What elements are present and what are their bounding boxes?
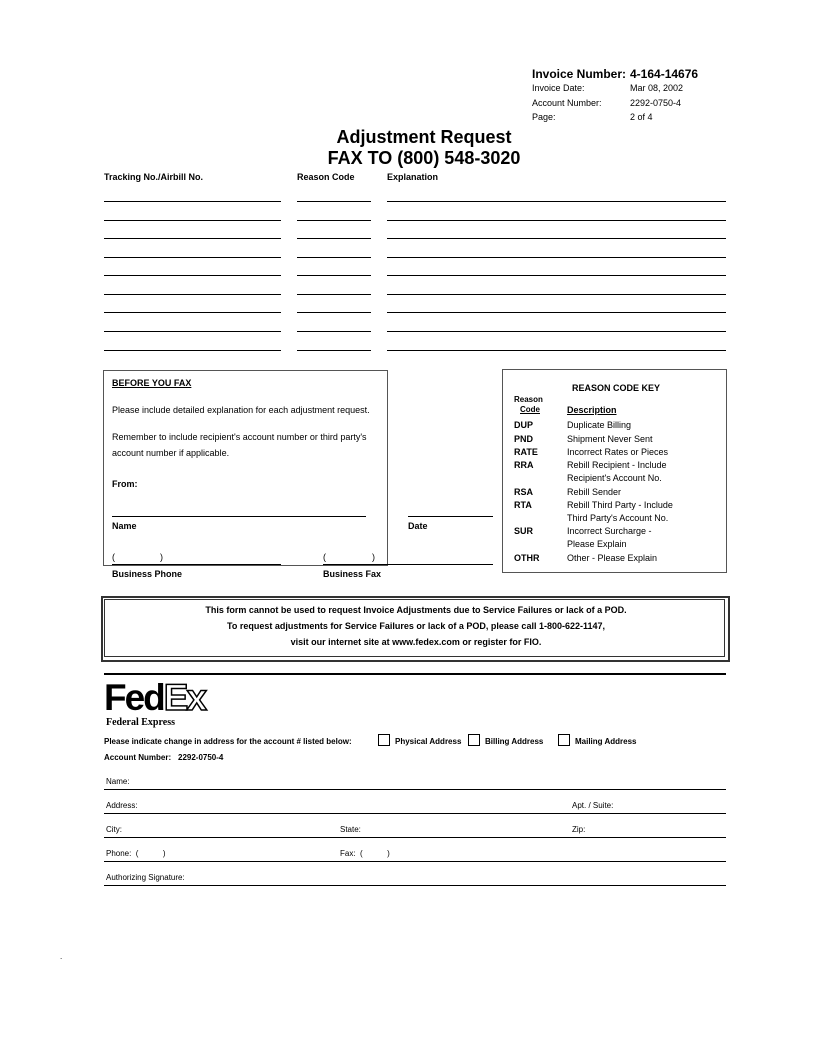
description-header: Description xyxy=(567,405,617,415)
fedex-logo-fed: Fed xyxy=(104,677,164,718)
reason-description: Incorrect Surcharge - xyxy=(567,526,652,536)
before-fax-instruction-1: Please include detailed explanation for each adjustment request. xyxy=(112,405,370,415)
address-field-label: Address: xyxy=(106,801,138,810)
tracking-entry-line[interactable] xyxy=(104,312,281,313)
explanation-entry-line[interactable] xyxy=(387,238,726,239)
section-divider xyxy=(104,673,726,675)
zip-field-label: Zip: xyxy=(572,825,586,834)
explanation-entry-line[interactable] xyxy=(387,220,726,221)
tracking-entry-line[interactable] xyxy=(104,331,281,332)
address-field-line[interactable] xyxy=(104,813,726,814)
invoice-number-value: 4-164-14676 xyxy=(630,67,699,81)
reason-description: Duplicate Billing xyxy=(567,420,632,430)
account-number-value: 2292-0750-4 xyxy=(630,98,682,108)
fedex-logo xyxy=(104,678,224,728)
invoice-date-label: Invoice Date: xyxy=(532,83,585,93)
fax-paren-close: ) xyxy=(372,552,375,562)
tracking-entry-line[interactable] xyxy=(104,238,281,239)
reason-description: Rebill Third Party - Include xyxy=(567,500,673,510)
page-title: Adjustment Request xyxy=(336,127,512,147)
explanation-entry-line[interactable] xyxy=(387,331,726,332)
address-change-prompt: Please indicate change in address for the account # listed below: xyxy=(104,737,352,746)
invoice-date-value: Mar 08, 2002 xyxy=(630,83,684,93)
physical-address-label: Physical Address xyxy=(395,737,462,746)
reason-description: Rebill Sender xyxy=(567,487,622,497)
reason-entry-line[interactable] xyxy=(297,350,371,351)
state-field-label: State: xyxy=(340,825,361,834)
reason-code-key-heading: REASON CODE KEY xyxy=(572,383,661,393)
explanation-entry-line[interactable] xyxy=(387,312,726,313)
reason-entry-line[interactable] xyxy=(297,275,371,276)
before-you-fax-box xyxy=(103,370,388,566)
reason-entry-line[interactable] xyxy=(297,294,371,295)
notice-line-3: visit our internet site at www.fedex.com or register for FIO. xyxy=(290,637,542,647)
billing-address-label: Billing Address xyxy=(485,737,544,746)
reason-code: RRA xyxy=(514,460,534,470)
business-fax-entry-line[interactable] xyxy=(323,564,493,565)
billing-address-checkbox[interactable] xyxy=(468,734,480,746)
before-fax-instruction-3: account number if applicable. xyxy=(112,448,230,458)
explanation-entry-line[interactable] xyxy=(387,294,726,295)
apt-suite-field-label: Apt. / Suite: xyxy=(572,801,614,810)
explanation-column-header: Explanation xyxy=(387,172,439,182)
reason-code: RSA xyxy=(514,487,534,497)
footer-mark: . xyxy=(60,952,63,961)
phone-paren-close: ) xyxy=(160,552,163,562)
tracking-entry-line[interactable] xyxy=(104,350,281,351)
phone-field-line[interactable] xyxy=(104,861,726,862)
authorizing-signature-label: Authorizing Signature: xyxy=(106,873,185,882)
date-entry-line[interactable] xyxy=(408,516,493,517)
reason-entry-line[interactable] xyxy=(297,220,371,221)
invoice-number-label: Invoice Number: xyxy=(532,67,627,81)
reason-description: Other - Please Explain xyxy=(567,553,658,563)
page-value: 2 of 4 xyxy=(630,112,653,122)
tracking-entry-line[interactable] xyxy=(104,201,281,202)
reason-description: Shipment Never Sent xyxy=(567,434,653,444)
address-account-label: Account Number: xyxy=(104,753,172,762)
page-label: Page: xyxy=(532,112,556,122)
name-field-line[interactable] xyxy=(104,789,726,790)
city-field-line[interactable] xyxy=(104,837,726,838)
reason-description: Incorrect Rates or Pieces xyxy=(567,447,669,457)
before-fax-instruction-2: Remember to include recipient's account number or third party's xyxy=(112,432,367,442)
from-label: From: xyxy=(112,479,138,489)
reason-description: Rebill Recipient - Include xyxy=(567,460,667,470)
fedex-logo-subtitle: Federal Express xyxy=(106,717,175,728)
explanation-entry-line[interactable] xyxy=(387,275,726,276)
physical-address-checkbox[interactable] xyxy=(378,734,390,746)
date-label: Date xyxy=(408,521,428,531)
business-fax-label: Business Fax xyxy=(323,569,382,579)
explanation-entry-line[interactable] xyxy=(387,257,726,258)
business-phone-label: Business Phone xyxy=(112,569,183,579)
explanation-entry-line[interactable] xyxy=(387,201,726,202)
reason-entry-line[interactable] xyxy=(297,257,371,258)
reason-code: DUP xyxy=(514,420,534,430)
reason-code: PND xyxy=(514,434,534,444)
name-field-label: Name: xyxy=(106,777,130,786)
fax-paren-open: ( xyxy=(323,552,326,562)
reason-entry-line[interactable] xyxy=(297,238,371,239)
reason-entry-line[interactable] xyxy=(297,201,371,202)
account-number-label: Account Number: xyxy=(532,98,602,108)
reason-code: RTA xyxy=(514,500,532,510)
reason-entry-line[interactable] xyxy=(297,312,371,313)
notice-line-2: To request adjustments for Service Failures or lack of a POD, please call 1-800-622-1147, xyxy=(227,621,605,631)
tracking-entry-line[interactable] xyxy=(104,294,281,295)
reason-code-header-bottom: Code xyxy=(520,405,540,414)
reason-code-header-top: Reason xyxy=(514,395,543,404)
fax-field-label: Fax: ( ) xyxy=(340,849,390,858)
reason-entry-line[interactable] xyxy=(297,331,371,332)
tracking-column-header: Tracking No./Airbill No. xyxy=(104,172,204,182)
before-you-fax-heading: BEFORE YOU FAX xyxy=(112,378,192,388)
mailing-address-label: Mailing Address xyxy=(575,737,637,746)
fax-number-title: FAX TO (800) 548-3020 xyxy=(327,148,521,168)
reason-code: SUR xyxy=(514,526,534,536)
tracking-entry-line[interactable] xyxy=(104,220,281,221)
explanation-entry-line[interactable] xyxy=(387,350,726,351)
tracking-entry-line[interactable] xyxy=(104,257,281,258)
signature-field-line[interactable] xyxy=(104,885,726,886)
reason-code: OTHR xyxy=(514,553,540,563)
tracking-entry-line[interactable] xyxy=(104,275,281,276)
city-field-label: City: xyxy=(106,825,122,834)
reason-code: RATE xyxy=(514,447,538,457)
phone-field-label: Phone: ( ) xyxy=(106,849,166,858)
name-label: Name xyxy=(112,521,137,531)
notice-line-1: This form cannot be used to request Invoice Adjustments due to Service Failures or lack of a POD. xyxy=(205,605,627,615)
reason-description: Third Party's Account No. xyxy=(567,513,669,523)
address-account-value: 2292-0750-4 xyxy=(178,753,224,762)
mailing-address-checkbox[interactable] xyxy=(558,734,570,746)
fedex-logo-ex: Ex xyxy=(163,677,206,718)
business-phone-entry-line[interactable] xyxy=(112,564,281,565)
phone-paren-open: ( xyxy=(112,552,115,562)
reason-description: Recipient's Account No. xyxy=(567,473,662,483)
reason-code-column-header: Reason Code xyxy=(297,172,355,182)
reason-description: Please Explain xyxy=(567,539,627,549)
name-entry-line[interactable] xyxy=(112,516,366,517)
